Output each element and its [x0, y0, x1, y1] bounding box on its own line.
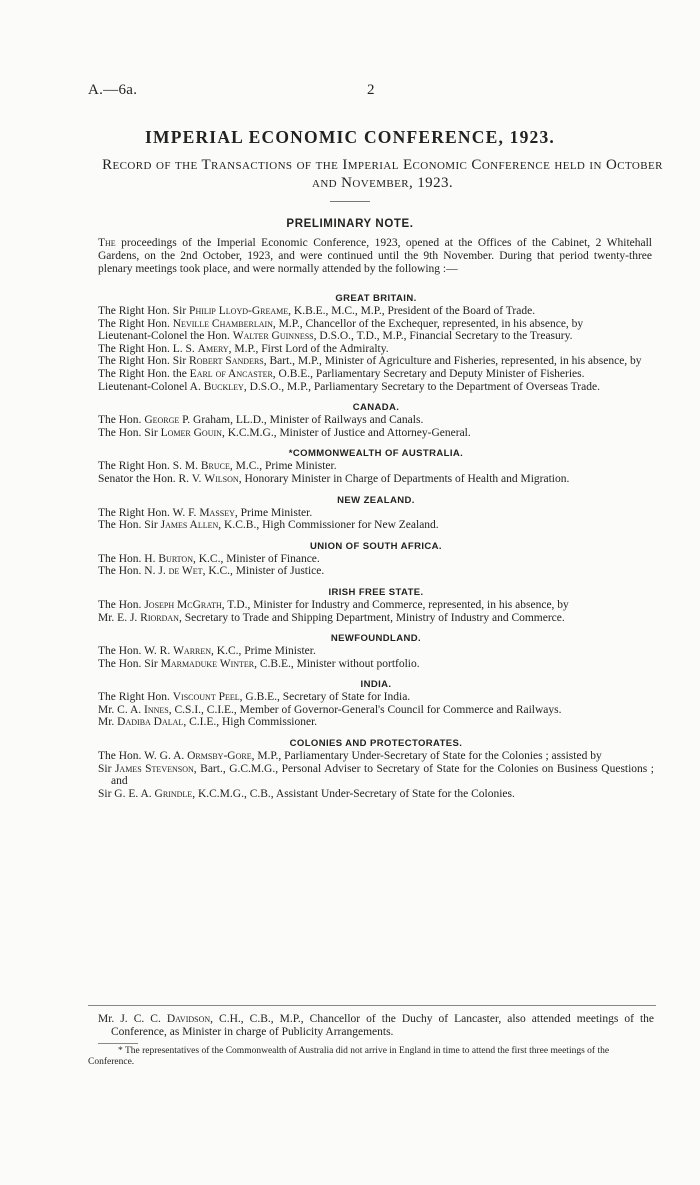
member-entry — [98, 565, 654, 578]
member-entry — [98, 305, 654, 318]
member-name: Burton — [158, 552, 193, 565]
page-title: IMPERIAL ECONOMIC CONFERENCE, 1923. — [144, 127, 555, 147]
member-name: Joseph McGrath — [144, 598, 222, 611]
member-role: , Bart., M.P., Minister of Agriculture and Fisheries, represented, in his absence, by — [263, 355, 642, 368]
member-entry — [98, 658, 654, 671]
member-entry — [98, 612, 654, 625]
preliminary-note-text — [98, 237, 652, 276]
member-name: Innes — [144, 703, 169, 716]
member-name: Massey — [199, 506, 235, 519]
member-title: Senator the Hon. R. V. — [98, 472, 205, 485]
member-title: The Right Hon. — [98, 317, 173, 330]
member-entry — [98, 704, 654, 717]
member-name: Philip Lloyd-Greame — [189, 305, 289, 317]
attendance-list — [98, 292, 654, 800]
member-title: The Hon. — [98, 598, 145, 611]
member-title: Lieutenant-Colonel the Hon. — [98, 330, 233, 343]
member-title: Mr. E. J. — [98, 611, 141, 624]
member-title: The Right Hon. S. M. — [98, 460, 201, 473]
section-heading: INDIA. — [360, 679, 392, 691]
member-name: Marmaduke Winter — [160, 657, 255, 670]
member-name: Viscount Peel — [172, 691, 240, 704]
member-entry — [98, 473, 654, 486]
member-name: de Wet — [168, 565, 203, 578]
member-title: The Right Hon. Sir — [98, 305, 190, 317]
footnote: * The representatives of the Commonwealth of Australia did not arrive in England in time to attend the first three meetings of the Conference. — [88, 1046, 610, 1067]
member-role: , T.D., Minister for Industry and Commerce, represented, in his absence, by — [221, 598, 569, 611]
member-name: Amery — [197, 342, 229, 355]
member-entry — [98, 507, 654, 520]
member-entry — [98, 763, 654, 788]
footnote-rule — [98, 1043, 138, 1044]
section-heading: GREAT BRITAIN. — [335, 293, 417, 304]
member-role: P. Graham, LL.D., Minister of Railways and Canals. — [179, 414, 424, 427]
member-role: , M.P., Parliamentary Under-Secretary of State for the Colonies ; assisted by — [251, 750, 602, 763]
section-heading: IRISH FREE STATE. — [328, 586, 424, 598]
divider — [330, 201, 370, 202]
member-role: , D.S.O., M.P., Parliamentary Secretary to the Department of Overseas Trade. — [243, 380, 600, 393]
section-heading: NEW ZEALAND. — [337, 494, 415, 506]
member-entry — [98, 460, 654, 473]
member-entry — [98, 330, 654, 343]
section-heading: NEWFOUNDLAND. — [330, 633, 422, 645]
davidson-suffix: , C.H., C.B., M.P., Chancellor of the Duchy of Lancaster, also attended meetings of the Conference, as Minister in charge of Publicity Arrangements. — [111, 1013, 654, 1038]
member-role: , Prime Minister. — [234, 506, 313, 519]
member-role: , G.B.E., Secretary of State for India. — [239, 691, 411, 704]
davidson-name: Davidson — [166, 1013, 211, 1025]
member-title: The Hon. Sir — [98, 426, 161, 439]
section-heading: *COMMONWEALTH OF AUSTRALIA. — [288, 448, 464, 460]
document-reference: A.—6a. — [88, 82, 138, 98]
member-role: , Bart., G.C.M.G., Personal Adviser to Secretary of State for the Colonies on Business Questions ; and — [111, 762, 654, 788]
divider — [88, 1005, 656, 1006]
member-title: The Right Hon. L. S. — [98, 342, 198, 355]
member-title: Mr. C. A. — [98, 703, 145, 716]
member-name: Robert Sanders — [189, 355, 264, 368]
member-entry — [98, 716, 654, 729]
member-name: Walter Guinness — [232, 330, 314, 343]
member-role: , M.C., Prime Minister. — [229, 460, 337, 473]
member-title: The Hon. Sir — [98, 657, 161, 670]
member-name: Grindle — [154, 787, 193, 800]
member-role: , Honorary Minister in Charge of Departments of Health and Migration. — [238, 472, 570, 485]
member-role: , C.B.E., Minister without portfolio. — [254, 657, 420, 670]
member-title: The Hon. H. — [98, 552, 159, 565]
member-role: , D.S.O., T.D., M.P., Financial Secretary to the Treasury. — [313, 330, 573, 343]
member-entry — [98, 519, 654, 532]
member-title: The Right Hon. W. F. — [98, 506, 200, 519]
member-title: The Right Hon. the — [98, 367, 190, 380]
member-entry — [98, 318, 654, 331]
member-entry — [98, 691, 654, 704]
preliminary-note-body: proceedings of the Imperial Economic Conference, 1923, opened at the Offices of the Cabinet, 2 Whitehall Gardens, on the 2nd October, 1923, and were continued until the 9th November. During that period twenty-three plenary meetings took place, and were normally attended by the following :— — [98, 237, 652, 275]
member-name: Ormsby-Gore — [187, 750, 252, 763]
member-title: Sir — [98, 762, 115, 775]
member-entry — [98, 368, 654, 381]
member-entry — [98, 355, 654, 368]
member-role: , C.I.E., High Commissioner. — [183, 716, 318, 729]
member-role: , M.P., Chancellor of the Exchequer, represented, in his absence, by — [272, 317, 584, 330]
member-role: , C.S.I., C.I.E., Member of Governor-General's Council for Commerce and Railways. — [168, 703, 562, 716]
member-entry — [98, 343, 654, 356]
member-role: , K.C., Minister of Justice. — [202, 565, 325, 578]
member-title: The Hon. Sir — [98, 519, 161, 532]
member-name: Lomer Gouin — [160, 426, 222, 439]
davidson-prefix: Mr. J. C. C. — [98, 1013, 167, 1025]
member-name: James Allen — [160, 519, 219, 532]
member-name: James Stevenson — [114, 762, 194, 775]
member-role: , K.C., Minister of Finance. — [192, 552, 320, 565]
member-role: , Secretary to Trade and Shipping Department, Ministry of Industry and Commerce. — [178, 611, 565, 624]
member-entry — [98, 553, 654, 566]
member-name: Dadiba Dalal — [117, 716, 184, 729]
member-role: , K.B.E., M.C., M.P., President of the Board of Trade. — [288, 305, 536, 317]
member-name: Riordan — [140, 611, 179, 624]
member-role: , K.C.B., High Commissioner for New Zealand. — [218, 519, 439, 532]
member-entry — [98, 750, 654, 763]
member-entry — [98, 645, 654, 658]
member-title: Lieutenant-Colonel A. — [98, 380, 204, 393]
member-title: The Hon. W. G. A. — [98, 750, 188, 763]
member-entry — [98, 414, 654, 427]
section-heading: COLONIES AND PROTECTORATES. — [289, 738, 463, 750]
member-entry — [98, 381, 654, 394]
section-heading: UNION OF SOUTH AFRICA. — [310, 540, 442, 552]
member-entry — [98, 427, 654, 440]
page-subtitle: Record of the Transactions of the Imperial Economic Conference held in October and November, 1923. — [102, 157, 663, 191]
preliminary-note-lead: The — [98, 237, 116, 249]
member-title: The Hon. — [98, 414, 145, 427]
member-role: , K.C.M.G., Minister of Justice and Attorney-General. — [221, 426, 471, 439]
member-title: The Hon. N. J. — [98, 565, 169, 578]
member-role: , K.C.M.G., C.B., Assistant Under-Secretary of State for the Colonies. — [192, 787, 515, 800]
member-name: Neville Chamberlain — [172, 317, 273, 330]
member-name: Earl of Ancaster — [189, 367, 273, 380]
member-role: , M.P., First Lord of the Admiralty. — [228, 342, 389, 355]
member-name: Buckley — [203, 380, 244, 393]
member-title: The Right Hon. Sir — [98, 355, 190, 368]
member-title: Mr. — [98, 716, 118, 729]
member-title: Sir G. E. A. — [98, 787, 155, 800]
section-heading: CANADA. — [352, 402, 400, 414]
member-title: The Right Hon. — [98, 691, 173, 704]
member-name: George — [144, 414, 180, 427]
davidson-note — [98, 1013, 654, 1039]
member-role: , O.B.E., Parliamentary Secretary and Deputy Minister of Fisheries. — [272, 367, 585, 380]
member-role: , K.C., Prime Minister. — [211, 645, 316, 658]
member-title: The Hon. W. R. — [98, 645, 174, 658]
member-name: Warren — [173, 645, 212, 658]
member-name: Wilson — [204, 472, 239, 485]
member-entry — [98, 599, 654, 612]
member-entry — [98, 788, 654, 801]
page-number: 2 — [367, 82, 375, 98]
preliminary-note-heading: PRELIMINARY NOTE. — [286, 218, 414, 230]
member-name: Bruce — [200, 460, 230, 473]
